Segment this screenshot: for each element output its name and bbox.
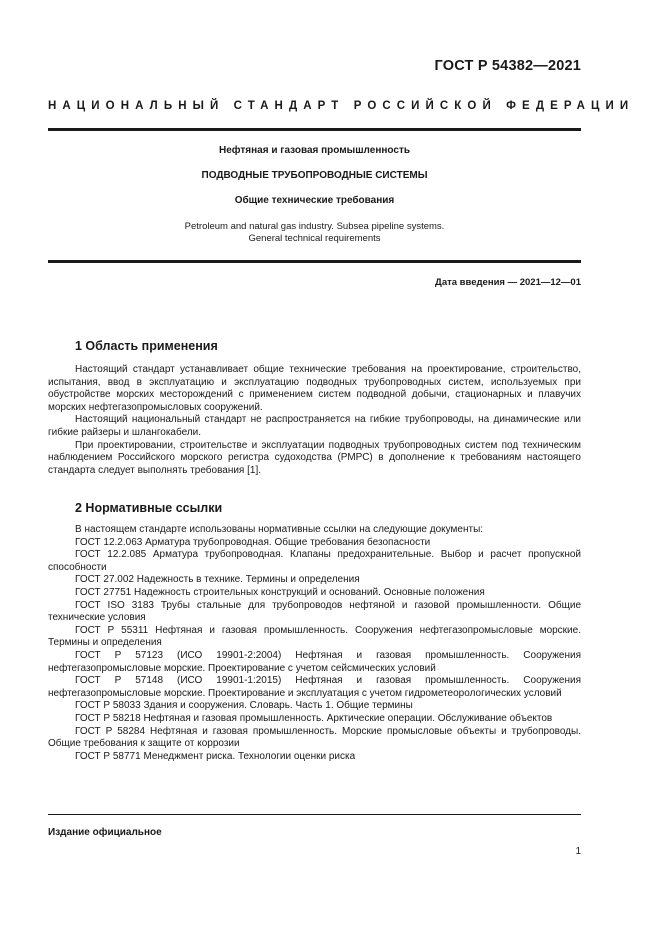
section-1-paragraph: Настоящий национальный стандарт не распространяется на гибкие трубопроводы, на динамические или гибкие райзеры и шлангокабели.	[48, 414, 581, 438]
section-scope	[48, 339, 581, 477]
section-1-paragraph: При проектировании, строительстве и эксплуатации подводных трубопроводных систем под техническим наблюдением Российского морского регистра судоходства (РМРС) в дополнение к требованиям настоящего стандарта следует выполнять требования [1].	[48, 439, 581, 476]
industry-title: Нефтяная и газовая промышленность	[219, 145, 410, 156]
reference-item: ГОСТ 27.002 Надежность в технике. Термины и определения	[75, 574, 360, 586]
reference-item: ГОСТ Р 58033 Здания и сооружения. Словарь. Часть 1. Общие термины	[75, 700, 413, 712]
header-rule	[48, 128, 581, 131]
reference-item: ГОСТ Р 55311 Нефтяная и газовая промышленность. Сооружения нефтегазопромысловые морские. Термины и определения	[48, 624, 581, 649]
title-rule	[48, 260, 581, 263]
reference-item: ГОСТ Р 58284 Нефтяная и газовая промышленность. Морские промысловые объекты и трубопроводы. Общие требования к защите от коррозии	[48, 725, 581, 750]
main-title: ПОДВОДНЫЕ ТРУБОПРОВОДНЫЕ СИСТЕМЫ	[201, 170, 428, 181]
section-references	[48, 501, 581, 763]
reference-item: ГОСТ 27751 Надежность строительных конструкций и оснований. Основные положения	[75, 586, 485, 598]
national-standard-line: НАЦИОНАЛЬНЫЙ СТАНДАРТ РОССИЙСКОЙ ФЕДЕРАЦИИ	[48, 100, 635, 112]
standard-number: ГОСТ Р 54382—2021	[434, 58, 581, 74]
section-1-paragraph: Настоящий стандарт устанавливает общие технические требования на проектирование, строительство, испытания, ввод в эксплуатацию и эксплуатацию подводных трубопроводных систем, используемых при обустройстве морских месторождений с применением систем подводной добычи, стационарных и плавучих морских нефтегазопромысловых сооружений.	[48, 364, 581, 413]
page-number: 1	[575, 846, 581, 857]
sub-title: Общие технические требования	[234, 195, 395, 206]
english-title-line-2: General technical requirements	[248, 233, 381, 244]
official-edition-label: Издание официальное	[48, 827, 162, 838]
reference-item: ГОСТ Р 57148 (ИСО 19901-1:2015) Нефтяная и газовая промышленность. Сооружения нефтегазопромысловые морские. Проектирование и эксплуатация с учетом гидрометеорологических условий	[48, 675, 581, 699]
reference-item: ГОСТ Р 58218 Нефтяная и газовая промышленность. Арктические операции. Обслуживание объектов	[75, 712, 553, 724]
reference-item: ГОСТ 12.2.085 Арматура трубопроводная. Клапаны предохранительные. Выбор и расчет пропускной способности	[48, 549, 581, 573]
reference-item: ГОСТ ISO 3183 Трубы стальные для трубопроводов нефтяной и газовой промышленности. Общие технические условия	[48, 599, 581, 624]
reference-item: ГОСТ Р 58771 Менеджмент риска. Технологии оценки риска	[75, 750, 356, 762]
reference-intro: В настоящем стандарте использованы нормативные ссылки на следующие документы:	[75, 524, 484, 535]
introduction-date: Дата введения — 2021—12—01	[435, 277, 581, 288]
english-title-line-1: Petroleum and natural gas industry. Subsea pipeline systems.	[184, 221, 445, 232]
section-1-heading: 1 Область применения	[75, 339, 218, 353]
reference-item: ГОСТ Р 57123 (ИСО 19901-2:2004) Нефтяная и газовая промышленность. Сооружения нефтегазопромысловые морские. Проектирование с учетом сейсмических условий	[48, 649, 581, 674]
section-2-heading: 2 Нормативные ссылки	[75, 501, 223, 515]
footer-rule	[48, 814, 581, 815]
reference-item: ГОСТ 12.2.063 Арматура трубопроводная. Общие требования безопасности	[75, 536, 431, 548]
